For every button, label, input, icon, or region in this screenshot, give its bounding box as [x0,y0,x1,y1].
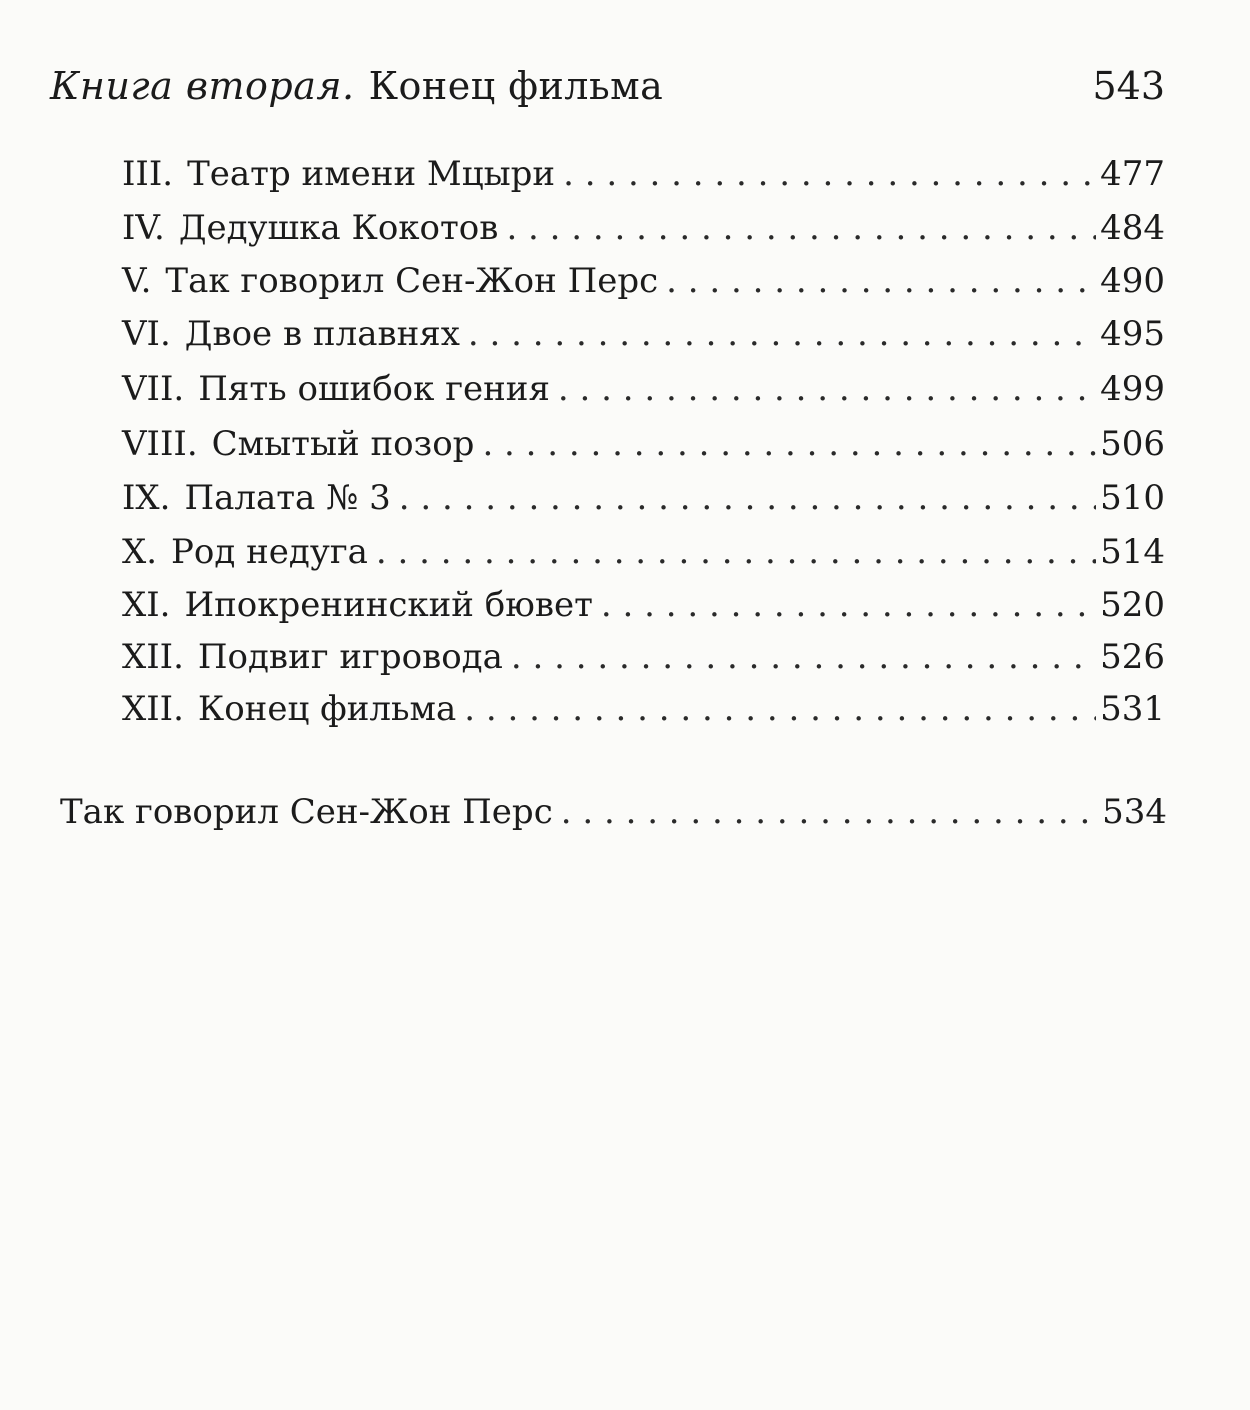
dot-leader [482,422,1096,466]
afterword-title: Так говорил Сен-Жон Перс [60,792,553,832]
chapter-number: IV. [122,208,165,248]
toc-entry[interactable] [122,152,1165,196]
chapter-title: Так говорил Сен-Жон Перс [165,261,659,301]
chapter-number: X. [122,532,158,572]
dot-leader [399,476,1096,520]
chapter-page: 531 [1100,689,1165,729]
chapter-page: 526 [1100,637,1165,677]
chapter-page: 520 [1100,585,1165,625]
chapter-page: 499 [1100,369,1165,409]
chapter-number: III. [122,154,174,194]
chapter-title: Двое в плавнях [184,314,460,354]
dot-leader [506,206,1096,250]
toc-entry[interactable] [122,530,1165,574]
chapter-number: VIII. [122,424,198,464]
toc-entry[interactable] [122,583,1165,627]
book-part-label: Книга вторая. [50,64,355,108]
chapter-number: XII. [122,689,184,729]
chapter-number: VII. [122,369,185,409]
chapter-page: 484 [1100,208,1165,248]
toc-entry-afterword[interactable] [60,790,1167,834]
chapter-title: Пять ошибок гения [198,369,550,409]
chapter-page: 490 [1100,261,1165,301]
chapter-title: Театр имени Мцыри [187,154,556,194]
toc-entry[interactable] [122,635,1165,679]
chapter-page: 477 [1100,154,1165,194]
running-header [50,58,1165,114]
book-part-title: Конец фильма [368,64,664,108]
chapter-title: Дедушка Кокотов [178,208,499,248]
chapter-title: Конец фильма [197,689,457,729]
dot-leader [558,367,1096,411]
chapter-number: V. [122,261,152,301]
chapter-page: 495 [1100,314,1165,354]
header-title [50,58,663,114]
toc-entry[interactable] [122,422,1165,466]
chapter-number: XI. [122,585,171,625]
chapter-title: Палата № 3 [184,478,391,518]
toc-entry[interactable] [122,476,1165,520]
chapter-number: IX. [122,478,171,518]
chapter-title: Подвиг игровода [197,637,503,677]
afterword-page: 534 [1102,792,1167,832]
dot-leader [666,259,1096,303]
toc-entry[interactable] [122,259,1165,303]
dot-leader [511,635,1096,679]
dot-leader [376,530,1096,574]
toc-entry[interactable] [122,687,1165,731]
chapter-number: VI. [122,314,171,354]
dot-leader [468,312,1096,356]
toc-entry[interactable] [122,312,1165,356]
page-number: 543 [1092,64,1165,108]
toc-entry[interactable] [122,206,1165,250]
chapter-title: Смытый позор [211,424,475,464]
dot-leader [563,152,1096,196]
dot-leader [561,790,1098,834]
toc-entry[interactable] [122,367,1165,411]
chapter-page: 510 [1100,478,1165,518]
chapter-title: Род недуга [171,532,368,572]
chapter-page: 506 [1100,424,1165,464]
chapter-title: Ипокренинский бювет [184,585,593,625]
chapter-page: 514 [1100,532,1165,572]
dot-leader [601,583,1096,627]
chapter-number: XII. [122,637,184,677]
dot-leader [464,687,1096,731]
